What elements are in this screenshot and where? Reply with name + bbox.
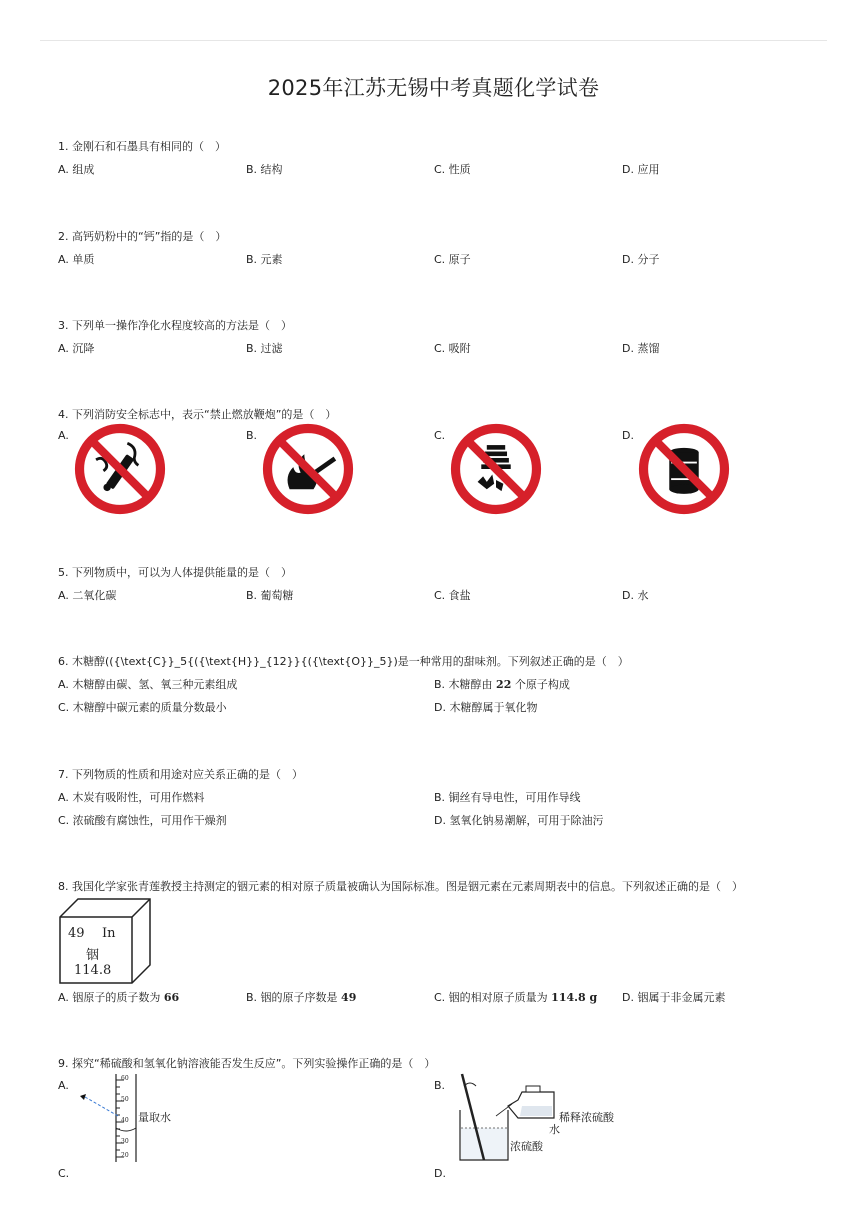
element-symbol: In [102, 926, 116, 941]
question-7-stem: 7. 下列物质的性质和用途对应关系正确的是（ ） [58, 768, 303, 781]
cylinder-tick-30: 30 [121, 1138, 129, 1145]
question-9-stem: 9. 探究“稀硫酸和氢氧化钠溶液能否发生反应”。下列实验操作正确的是（ ） [58, 1057, 436, 1070]
q4-option-a[interactable]: A. [58, 429, 69, 442]
q1-option-c[interactable]: C. 性质 [434, 163, 471, 176]
q8-option-a-number: 66 [163, 991, 180, 1004]
q6-option-b-pre: B. 木糖醇由 [434, 678, 497, 691]
q6-option-a[interactable]: A. 木糖醇由碳、氢、氧三种元素组成 [58, 678, 238, 691]
no-open-flame-sign-icon[interactable] [262, 423, 354, 515]
q9-option-a[interactable]: A. [58, 1079, 69, 1092]
question-6-stem: 6. 木糖醇(({\text{C}}_5{({\text{H}}_{12}}{({\text{O}}_5})是一种常用的甜味剂。下列叙述正确的是（ ） [58, 655, 629, 668]
q3-option-c[interactable]: C. 吸附 [434, 342, 471, 355]
q6-option-b-post: 个原子构成 [511, 678, 570, 691]
q6-option-b[interactable] [434, 676, 570, 692]
q8-option-b-number: 49 [341, 991, 357, 1004]
q1-option-d[interactable]: D. 应用 [622, 163, 660, 176]
q8-option-c-number: 114.8 g [551, 991, 598, 1004]
q2-option-c[interactable]: C. 原子 [434, 253, 471, 266]
question-1-stem: 1. 金刚石和石墨具有相同的（ ） [58, 140, 226, 153]
cylinder-tick-60: 60 [121, 1075, 129, 1082]
q2-option-d[interactable]: D. 分子 [622, 253, 660, 266]
sight-line [85, 1097, 118, 1116]
q8-option-d[interactable]: D. 铟属于非金属元素 [622, 991, 726, 1004]
figure-b-label-acid: 浓硫酸 [510, 1140, 543, 1153]
graduated-cylinder-icon [70, 1072, 190, 1164]
q4-option-c[interactable]: C. [434, 429, 446, 442]
no-fireworks-sign-icon[interactable] [450, 423, 542, 515]
q1-option-a[interactable]: A. 组成 [58, 163, 95, 176]
q6-option-d[interactable]: D. 木糖醇属于氧化物 [434, 701, 538, 714]
q4-option-b[interactable]: B. [246, 429, 258, 442]
figure-b-label-water: 水 [549, 1123, 560, 1136]
question-4-stem: 4. 下列消防安全标志中，表示“禁止燃放鞭炮”的是（ ） [58, 408, 337, 421]
q2-option-b[interactable]: B. 元素 [246, 253, 283, 266]
no-flammable-materials-sign-icon[interactable] [638, 423, 730, 515]
page-title: 2025年江苏无锡中考真题化学试卷 [267, 76, 600, 100]
cylinder-tick-50: 50 [121, 1096, 129, 1103]
question-3-stem: 3. 下列单一操作净化水程度较高的方法是（ ） [58, 319, 292, 332]
element-name: 铟 [86, 948, 100, 963]
q7-option-a[interactable]: A. 木炭有吸附性，可用作燃料 [58, 791, 205, 804]
question-5-stem: 5. 下列物质中，可以为人体提供能量的是（ ） [58, 566, 292, 579]
q5-option-b[interactable]: B. 葡萄糖 [246, 589, 294, 602]
q8-option-c[interactable] [434, 989, 597, 1005]
element-card-indium [58, 897, 154, 985]
q7-option-d[interactable]: D. 氢氧化钠易潮解，可用于除油污 [434, 814, 604, 827]
q5-option-a[interactable]: A. 二氧化碳 [58, 589, 117, 602]
q8-option-b[interactable] [246, 989, 356, 1005]
q2-option-a[interactable]: A. 单质 [58, 253, 95, 266]
figure-b-label-dilute: 稀释浓硫酸 [559, 1111, 614, 1124]
figure-dilute-acid [452, 1072, 632, 1164]
q3-option-b[interactable]: B. 过滤 [246, 342, 283, 355]
q7-option-c[interactable]: C. 浓硫酸有腐蚀性，可用作干燥剂 [58, 814, 227, 827]
cylinder-tick-40: 40 [121, 1117, 129, 1124]
element-atomic-number: 49 [68, 926, 85, 941]
question-8-stem: 8. 我国化学家张青莲教授主持测定的铟元素的相对原子质量被确认为国际标准。图是铟元素在元素周期表中的信息。下列叙述正确的是（ ） [58, 880, 743, 893]
q1-option-b[interactable]: B. 结构 [246, 163, 283, 176]
no-smoking-sign-icon[interactable] [74, 423, 166, 515]
q3-option-a[interactable]: A. 沉降 [58, 342, 95, 355]
q8-option-a-pre: A. 铟原子的质子数为 [58, 991, 164, 1004]
q4-option-d[interactable]: D. [622, 429, 634, 442]
q9-option-d[interactable]: D. [434, 1167, 446, 1180]
cylinder-tick-20: 20 [121, 1152, 129, 1159]
q5-option-d[interactable]: D. 水 [622, 589, 649, 602]
q6-option-b-number: 22 [496, 678, 512, 691]
header-divider [40, 40, 827, 41]
q9-option-c[interactable]: C. [58, 1167, 70, 1180]
figure-measure-water [70, 1072, 190, 1164]
q5-option-c[interactable]: C. 食盐 [434, 589, 471, 602]
q9-option-b[interactable]: B. [434, 1079, 446, 1092]
q8-option-b-pre: B. 铟的原子序数是 [246, 991, 342, 1004]
q8-option-c-pre: C. 铟的相对原子质量为 [434, 991, 552, 1004]
question-2-stem: 2. 高钙奶粉中的“钙”指的是（ ） [58, 230, 227, 243]
figure-a-caption: 量取水 [138, 1111, 171, 1124]
q7-option-b[interactable]: B. 铜丝有导电性，可用作导线 [434, 791, 581, 804]
q6-option-c[interactable]: C. 木糖醇中碳元素的质量分数最小 [58, 701, 227, 714]
element-atomic-mass: 114.8 [74, 963, 112, 978]
q3-option-d[interactable]: D. 蒸馏 [622, 342, 660, 355]
q8-option-a[interactable] [58, 989, 179, 1005]
